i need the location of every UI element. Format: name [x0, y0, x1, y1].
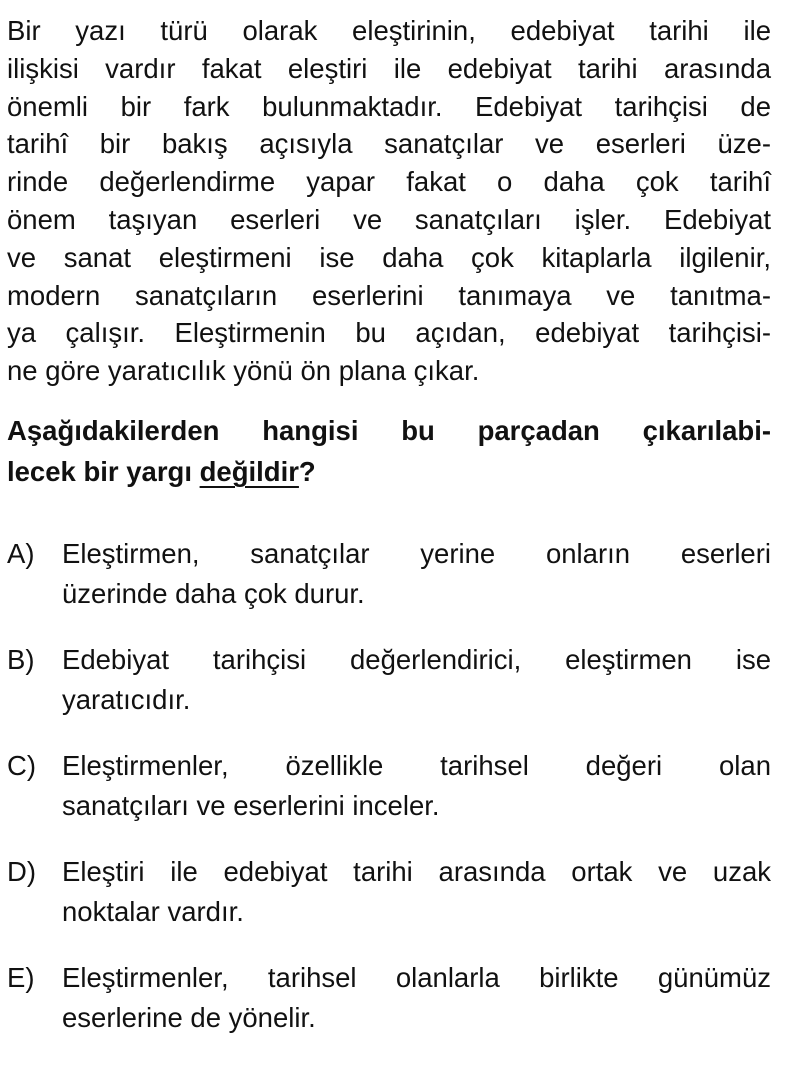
- question-line: [7, 451, 771, 492]
- option-c[interactable]: [7, 746, 771, 826]
- passage-line: ne göre yaratıcılık yönü ön plana çıkar.: [7, 355, 480, 387]
- question-mark: ?: [298, 455, 316, 487]
- answer-options: [7, 534, 771, 1038]
- question-stem: [7, 410, 771, 492]
- passage-line: rinde değerlendirme yapar fakat o daha çok tarihî: [7, 166, 771, 198]
- option-text: Eleştirmenler, özellikle tarihsel değeri olan: [62, 749, 771, 781]
- passage-line: tarihî bir bakış açısıyla sanatçılar ve eserleri üze-: [7, 128, 771, 160]
- question-line: Aşağıdakilerden hangisi bu parçadan çıkarılabi-: [7, 414, 771, 446]
- option-text: Eleştirmenler, tarihsel olanlarla birlikte günümüz: [62, 961, 771, 993]
- reading-passage: [7, 12, 771, 390]
- option-text: Eleştirmen, sanatçılar yerine onların eserleri: [62, 537, 771, 569]
- option-d[interactable]: [7, 852, 771, 932]
- option-letter: B): [7, 643, 35, 675]
- option-e[interactable]: [7, 958, 771, 1038]
- option-text: Edebiyat tarihçisi değerlendirici, eleştirmen ise: [62, 643, 771, 675]
- passage-line: önem taşıyan eserleri ve sanatçıları işler. Edebiyat: [7, 203, 771, 235]
- option-text: yaratıcıdır.: [62, 683, 191, 715]
- question-text: lecek bir yargı: [7, 455, 200, 487]
- option-letter: E): [7, 961, 35, 993]
- passage-line: modern sanatçıların eserlerini tanımaya ve tanıtma-: [7, 279, 771, 311]
- option-text: sanatçıları ve eserlerini inceler.: [62, 789, 440, 821]
- option-text: noktalar vardır.: [62, 895, 244, 927]
- option-letter: D): [7, 855, 37, 887]
- option-letter: C): [7, 749, 37, 781]
- option-letter: A): [7, 537, 35, 569]
- passage-line: önemli bir fark bulunmaktadır. Edebiyat tarihçisi de: [7, 90, 771, 122]
- option-b[interactable]: [7, 640, 771, 720]
- option-text: Eleştiri ile edebiyat tarihi arasında ortak ve uzak: [62, 855, 771, 887]
- question-emphasis: değildir: [199, 455, 299, 487]
- passage-line: ve sanat eleştirmeni ise daha çok kitaplarla ilgilenir,: [7, 241, 771, 273]
- passage-line: Bir yazı türü olarak eleştirinin, edebiyat tarihi ile: [7, 15, 771, 46]
- passage-line: ya çalışır. Eleştirmenin bu açıdan, edebiyat tarihçisi-: [7, 317, 771, 349]
- option-text: üzerinde daha çok durur.: [62, 577, 365, 609]
- passage-line: ilişkisi vardır fakat eleştiri ile edebiyat tarihi arasında: [7, 52, 771, 84]
- option-text: eserlerine de yönelir.: [62, 1001, 316, 1033]
- question-page: [7, 12, 771, 1064]
- option-a[interactable]: [7, 534, 771, 614]
